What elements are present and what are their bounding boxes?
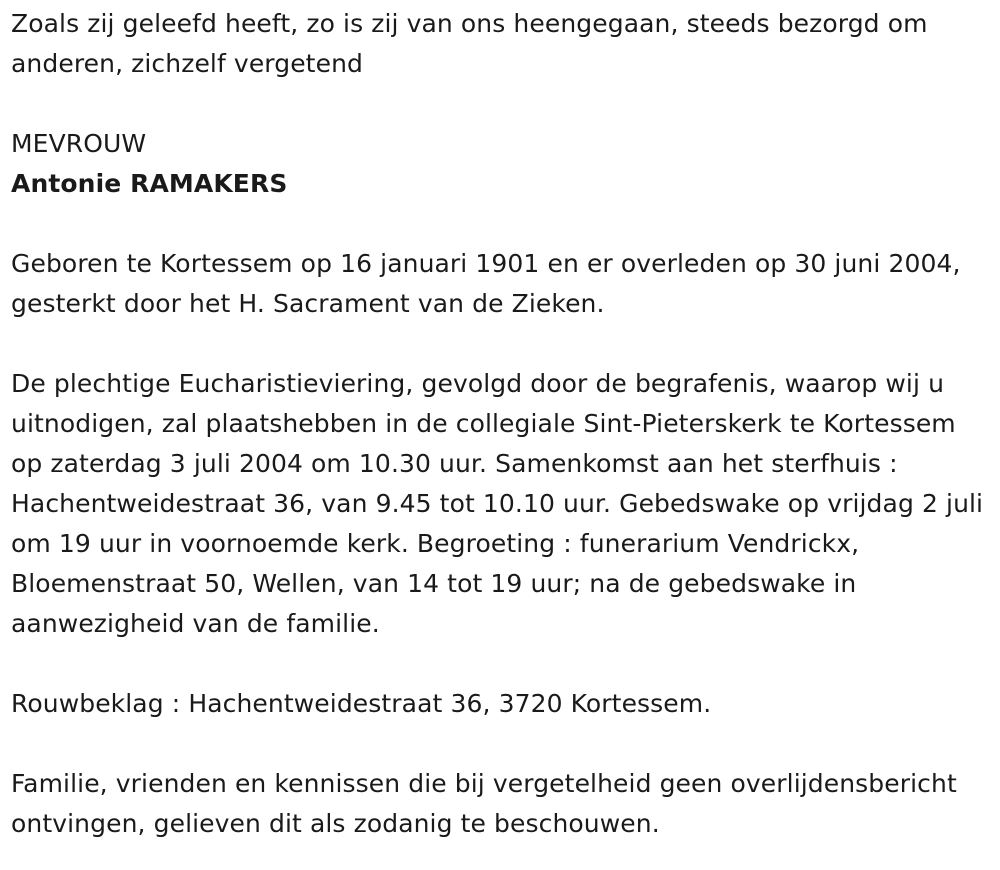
ceremony-text: De plechtige Eucharistieviering, gevolgd door de begrafenis, waarop wij u uitnodigen, zal plaatshebben in de collegiale Sint-Pieterskerk te Kortessem op zaterdag 3 juli 2004 om 10.30 uur. Samenkomst aan het sterfhuis : Hachentweidestraat 36, van 9.45 tot 10.10 uur. Gebedswake op vrijdag 2 juli om 19 uur in voornoemde kerk. Begroeting : funerarium Vendrickx, Bloemenstraat 50, Wellen, van 14 tot 19 uur; na de gebedswake in aanwezigheid van de familie. [11, 369, 984, 638]
condolences-text: Rouwbeklag : Hachentweidestraat 36, 3720 Kortessem. [11, 689, 712, 718]
motto-text: Zoals zij geleefd heeft, zo is zij van ons heengegaan, steeds bezorgd om anderen, zichzelf vergetend [11, 9, 928, 78]
closing-text: Familie, vrienden en kennissen die bij vergetelheid geen overlijdensbericht ontvingen, gelieven dit als zodanig te beschouwen. [11, 769, 957, 838]
obituary-notice [11, 4, 986, 844]
deceased-name: Antonie RAMAKERS [11, 169, 288, 198]
honorific-title: MEVROUW [11, 129, 147, 158]
birth-death-text: Geboren te Kortessem op 16 januari 1901 en er overleden op 30 juni 2004, gesterkt door het H. Sacrament van de Zieken. [11, 249, 961, 318]
